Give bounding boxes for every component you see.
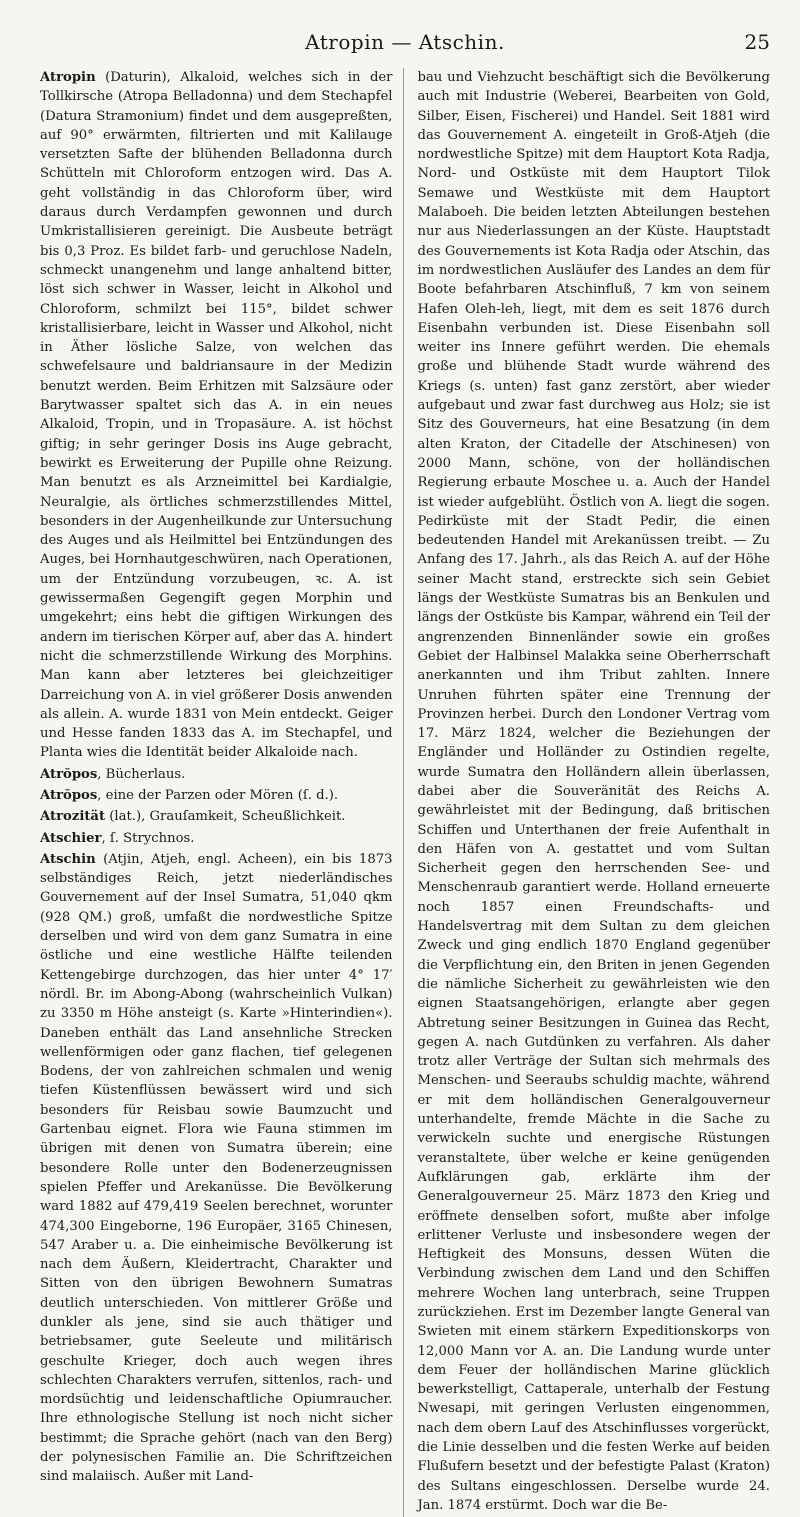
entry-text: , eine der Parzen oder Mören (ſ. d.). (97, 787, 339, 803)
entry-lemma: Atrŏpos (40, 787, 98, 803)
entry-text: (Atjin, Atjeh, engl. Acheen), ein bis 1873 selbständiges Reich, jetzt niederländisches Gouvernement auf der Insel Sumatra, 51,040 qkm (928 QM.) groß, umfaßt die nordwestliche Spitze derselben und wird von dem ganz Sumatra in eine östliche und eine westliche Hälfte teilenden Kettengebirge durchzogen, das hier unter 4° 17′ nördl. Br. im Abong-Abong (wahrscheinlich Vulkan) zu 3350 m Höhe ansteigt (s. Karte »Hinterindien«). Daneben enthält das Land ansehnliche Strecken wellenförmigen oder ganz flachen, tief gelegenen Bodens, der von zahlreichen schmalen und wenig tiefen Küstenflüssen bewässert wird und sich besonders für Reisbau sowie Baumzucht und Gartenbau eignet. Flora wie Fauna stimmen im übrigen mit denen von Sumatra überein; eine besondere Rolle unter den Bodenerzeugnissen spielen Pfeffer und Arekanüsse. Die Bevölkerung ward 1882 auf 479,419 Seelen berechnet, worunter 474,300 Eingeborne, 196 Europäer, 3165 Chinesen, 547 Araber u. a. Die einheimische Bevölkerung ist nach dem Äußern, Kleidertracht, Charakter und Sitten von den übrigen Bewohnern Sumatras deutlich unterschieden. Von mittlerer Größe und dunkler als jene, sind sie auch thätiger und betriebsamer, gute Seeleute und militärisch geschulte Krieger, doch auch wegen ihres schlechten Charakters verrufen, sittenlos, rach- und mordsüchtig und leidenschaftliche Opiumraucher. Ihre ethnologische Stellung ist noch nicht sicher bestimmt; die Sprache gehört (nach van den Berg) der polynesischen Familie an. Die Schriftzeichen sind malaiisch. Außer mit Land- (40, 851, 393, 1485)
entry-lemma: Atrozität (40, 809, 106, 825)
entry-lemma: Atropin (40, 70, 96, 85)
entry-atschin (40, 850, 393, 1487)
entry-atropos-2 (40, 786, 393, 805)
running-head (40, 30, 770, 64)
entry-lemma: Atschier (40, 830, 102, 846)
entry-text: , Bücherlaus. (97, 766, 186, 782)
right-column (418, 68, 771, 1517)
entry-lemma: Atschin (40, 851, 96, 867)
entry-text: (lat.), Grauſamkeit, Scheußlichkeit. (105, 809, 346, 825)
entry-text: , ſ. Strychnos. (101, 830, 195, 846)
entry-atropin (40, 68, 393, 763)
entry-atschier (40, 829, 393, 848)
continuation-paragraph: bau und Viehzucht beschäftigt sich die Bevölkerung auch mit Industrie (Weberei, Bearbeiten von Gold, Silber, Eisen, Fischerei) und Handel. Seit 1881 wird das Gouvernement A. eingeteilt in Groß-Atjeh (die nordwestliche Spitze) mit dem Hauptort Kota Radja, Nord- und Ostküste mit dem Hauptort Tilok Semawe und Westküste mit dem Hauptort Malaboeh. Die beiden letzten Abteilungen bestehen nur aus Niederlassungen an der Küste. Hauptstadt des Gouvernements ist Kota Radja oder Atschin, das im nordwestlichen Ausläufer des Landes an dem für Boote befahrbaren Atschinfluß, 7 km von seinem Hafen Oleh-leh, liegt, mit dem es seit 1876 durch Eisenbahn verbunden ist. Diese Eisenbahn soll weiter ins Innere geführt werden. Die ehemals große und blühende Stadt wurde während des Kriegs (s. unten) fast ganz zerstört, aber wieder aufgebaut und zwar fast durchweg aus Holz; sie ist Sitz des Gouverneurs, hat eine Besatzung (in dem alten Kraton, der Citadelle der Atschinesen) von 2000 Mann, schöne, von der holländischen Regierung erbaute Moschee u. a. Auch der Handel ist wieder aufgeblüht. Östlich von A. liegt die sogen. Pedirküste mit der Stadt Pedir, die einen bedeutenden Handel mit Arekanüssen treibt. — Zu Anfang des 17. Jahrh., als das Reich A. auf der Höhe seiner Macht stand, erstreckte sich sein Gebiet längs der Westküste Sumatras bis an Benkulen und längs der Ostküste bis Kampar, während ein Teil der angrenzenden Binnenländer sowie ein großes Gebiet der Halbinsel Malakka seine Oberherrschaft anerkannten und ihm Tribut zahlten. Innere Unruhen führten später eine Trennung der Provinzen herbei. Durch den Londoner Vertrag vom 17. März 1824, welcher die Beziehungen der Engländer und Holländer zu Ostindien regelte, wurde Sumatra den Holländern allein überlassen, dabei aber die Souveränität des Reichs A. gewährleistet mit der Bedingung, daß britischen Schiffen und Unterthanen der freie Aufenthalt in den Häfen von A. gestattet und vom Sultan Sicherheit gegen den herrschenden See- und Menschenraub garantiert werde. Holland erneuerte noch 1857 einen Freundschafts- und Handelsvertrag mit dem Sultan zu dem gleichen Zweck und ging endlich 1870 England gegenüber die Verpflichtung ein, den Briten in jenen Gegenden die nämliche Sicherheit zu gewährleisten wie den eignen Staatsangehörigen, erlangte aber gegen Abtretung seiner Besitzungen in Guinea das Recht, gegen A. nach Gutdünken zu verfahren. Als daher trotz aller Verträge der Sultan sich mehrmals des Menschen- und Seeraubs schuldig machte, während er mit dem holländischen Generalgouverneur unterhandelte, fremde Mächte in die Sache zu verwickeln suchte und energische Rüstungen veranstaltete, über welche er keine genügenden Aufklärungen gab, erklärte ihm der Generalgouverneur 25. März 1873 den Krieg und eröffnete denselben sofort, mußte aber infolge erlittener Verluste und insbesondere wegen der Heftigkeit des Monsuns, dessen Wüten die Verbindung zwischen dem Land und den Schiffen mehrere Wochen lang unterbrach, seine Truppen zurückziehen. Erst im Dezember langte General van Swieten mit einem stärkern Expeditionskorps von 12,000 Mann vor A. an. Die Landung wurde unter dem Feuer der holländischen Marine glücklich bewerkstelligt, Cattaperale, unterhalb der Festung Nwesapi, mit geringen Verlusten eingenommen, nach dem obern Lauf des Atschinflusses vorgerückt, die Linie desselben und die festen Werke auf beiden Flußufern besetzt und der befestigte Palast (Kraton) des Sultans eingeschlossen. Derselbe wurde 24. Jan. 1874 erstürmt. Doch war die Be- (417, 70, 770, 1513)
page-number: 25 (744, 30, 770, 54)
left-column (40, 68, 404, 1517)
running-title: Atropin — Atschin. (305, 30, 505, 54)
entry-atrozitaet (40, 807, 393, 826)
entry-lemma: Atrŏpos (40, 766, 98, 782)
entry-atropos-1 (40, 765, 393, 784)
entry-text: (Daturin), Alkaloid, welches sich in der Tollkirsche (Atropa Belladonna) und dem Stechapfel (Datura Stramonium) findet und dem ausgepreßten, auf 90° erwärmten, filtrierten und mit Kalilauge versetzten Safte der blühenden Belladonna durch Schütteln mit Chloroform entzogen wird. Das A. geht vollständig in das Chloroform über, wird daraus durch Verdampfen gewonnen und durch Umkristallisieren gereinigt. Die Ausbeute beträgt bis 0,3 Proz. Es bildet farb- und geruchlose Nadeln, schmeckt unangenehm und lange anhaltend bitter, löst sich schwer in Wasser, leicht in Alkohol und Chloroform, schmilzt bei 115°, bildet schwer kristallisierbare, leicht in Wasser und Alkohol, nicht in Äther lösliche Salze, von welchen das schwefelsaure und baldriansaure in der Medizin benutzt werden. Beim Erhitzen mit Salzsäure oder Barytwasser spaltet sich das A. in ein neues Alkaloid, Tropin, und in Tropasäure. A. ist höchst giftig; in sehr geringer Dosis ins Auge gebracht, bewirkt es Erweiterung der Pupille ohne Reizung. Man benutzt es als Arzneimittel bei Kardialgie, Neuralgie, als örtliches schmerzstillendes Mittel, besonders in der Augenheilkunde zur Untersuchung des Auges und als Heilmittel bei Entzündungen des Auges, bei Hornhautgeschwüren, nach Operationen, um der Entzündung vorzubeugen, ꝛc. A. ist gewissermaßen Gegengift gegen Morphin und umgekehrt; eins hebt die giftigen Wirkungen des andern im tierischen Körper auf, aber das A. hindert nicht die schmerzstillende Wirkung des Morphins. Man kann aber letzteres bei gleichzeitiger Darreichung von A. in viel größerer Dosis anwenden als allein. A. wurde 1831 von Mein entdeckt. Geiger und Hesse fanden 1833 das A. im Stechapfel, und Planta wies die Identität beider Alkaloide nach. (40, 70, 393, 761)
text-columns (40, 68, 770, 1517)
